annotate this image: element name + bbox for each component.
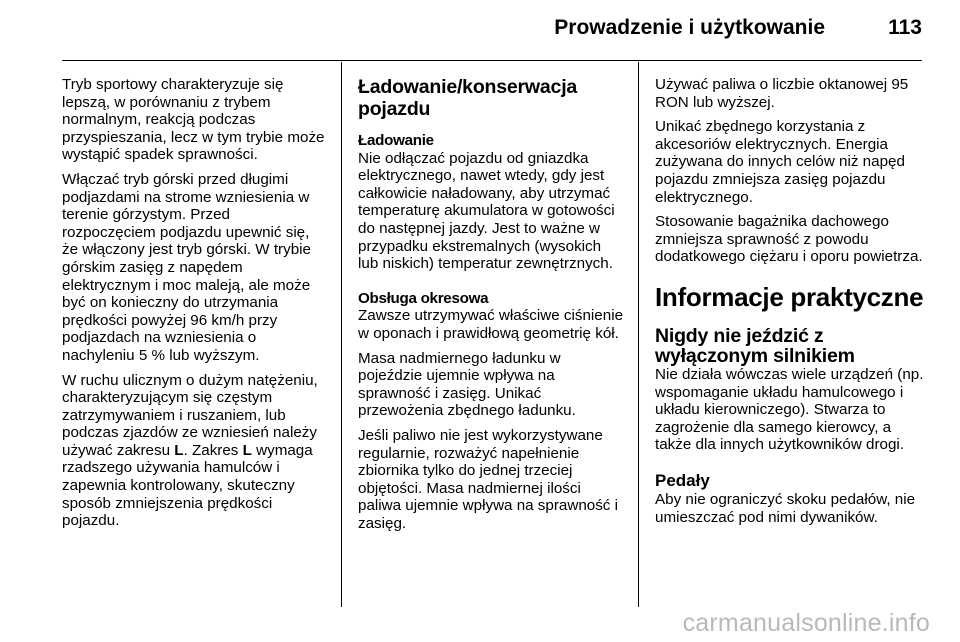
column-divider-left xyxy=(341,62,342,607)
chapter-heading: Informacje praktyczne xyxy=(655,281,924,312)
paragraph: Masa nadmiernego ładunku w pojeździe ujemnie wpływa na sprawność i zasięg. Unikać przewożenia zbędnego ładunku. xyxy=(358,349,576,420)
paragraph: Stosowanie bagażnika dachowego zmniejsza sprawność z powodu dodatkowego ciężaru i oporu powietrza. xyxy=(655,213,923,266)
paragraph: Włączać tryb górski przed długimi podjazdami na strome wzniesienia w terenie górzystym. Przed rozpoczęciem podjazdu upewnić się, że włączony jest tryb górski. W trybie górskim zasięg z napędem elektrycznym i moc maleją, ale może być on konieczny do utrzymania prędkości powyżej 96 km/h przy podjazdach na wzniesienia o nachyleniu 5 % lub wyższym. xyxy=(62,170,311,364)
paragraph: Jeśli paliwo nie jest wykorzystywane regularnie, rozważyć napełnienie zbiornika tylko do jednej trzeciej objętości. Masa nadmiernej ilości paliwa ujemnie wpływa na sprawność i zasięg. xyxy=(358,426,618,532)
subsection-heading: Obsługa okresowa xyxy=(358,289,489,307)
paragraph: Tryb sportowy charakteryzuje się lepszą, w porównaniu z trybem normalnym, reakcją podczas przyspieszania, lecz w tym trybie może wystąpić spadek sprawności. xyxy=(62,76,325,164)
column-divider-right xyxy=(638,62,639,607)
paragraph: Używać paliwa o liczbie oktanowej 95 RON lub wyższej. xyxy=(655,76,909,111)
paragraph: Nie odłączać pojazdu od gniazdka elektrycznego, nawet wtedy, gdy jest całkowicie naładowany, aby utrzymać temperaturę akumulatora w gotowości do następnej jazdy. Jest to ważne w przypadku ekstremalnych (wysokich lub niskich) temperatur zewnętrznych. xyxy=(358,149,615,273)
watermark: carmanualsonline.info xyxy=(682,609,930,637)
page-title: Prowadzenie i użytkowanie xyxy=(554,16,825,39)
text-column-1 xyxy=(62,76,326,537)
paragraph: W ruchu ulicznym o dużym natężeniu, charakteryzującym się częstym zatrzymywaniem i ruszaniem, lub podczas zjazdów ze wzniesień należy używać zakresu L. Zakres L wymaga rzadszego używania hamulców i zapewnia kontrolowany, skuteczny sposób zmniejszenia prędkości pojazdu. xyxy=(62,371,318,530)
section-heading: Nigdy nie jeździć z wyłączonym silnikiem xyxy=(655,324,855,367)
text-column-2 xyxy=(358,76,623,539)
subsection-heading: Pedały xyxy=(655,470,710,490)
paragraph: Unikać zbędnego korzystania z akcesoriów elektrycznych. Energia zużywana do innych celów niż napęd pojazdu zmniejsza zasięg pojazdu elektrycznego. xyxy=(655,118,905,206)
paragraph: Zawsze utrzymywać właściwe ciśnienie w oponach i prawidłową geometrię kół. xyxy=(358,307,624,342)
page-header xyxy=(0,0,960,60)
subsection-heading: Ładowanie xyxy=(358,132,434,149)
paragraph: Aby nie ograniczyć skoku pedałów, nie umieszczać pod nimi dywaników. xyxy=(655,490,916,526)
header-divider xyxy=(62,60,922,61)
paragraph: Nie działa wówczas wiele urządzeń (np. wspomaganie układu hamulcowego i układu kierowniczego). Stwarza to zagrożenie dla samego kierowcy, a także dla innych użytkowników drogi. xyxy=(655,365,924,454)
text-column-3 xyxy=(655,76,925,533)
page-number: 113 xyxy=(888,16,922,39)
section-heading: Ładowanie/konserwacja pojazdu xyxy=(358,76,578,120)
